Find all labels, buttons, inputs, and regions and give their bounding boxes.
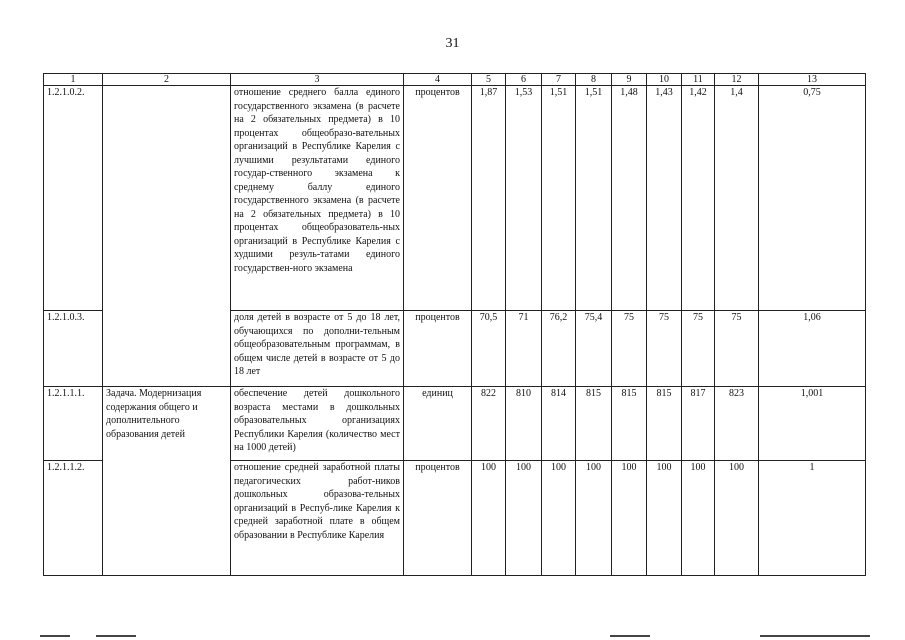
scan-mark bbox=[40, 635, 70, 637]
task-cell-empty bbox=[103, 86, 231, 387]
task-cell: Задача. Модернизация содержания общего и дополнительного образования детей bbox=[103, 387, 231, 576]
value-cell: 1,51 bbox=[542, 86, 576, 311]
header-cell: 12 bbox=[715, 74, 759, 86]
unit-cell: процентов bbox=[404, 461, 472, 576]
value-cell: 1,87 bbox=[472, 86, 506, 311]
value-cell: 71 bbox=[506, 311, 542, 387]
value-cell: 100 bbox=[647, 461, 682, 576]
value-cell: 75,4 bbox=[576, 311, 612, 387]
value-cell: 100 bbox=[542, 461, 576, 576]
header-cell: 11 bbox=[682, 74, 715, 86]
value-cell: 76,2 bbox=[542, 311, 576, 387]
header-row bbox=[44, 74, 866, 86]
header-cell: 6 bbox=[506, 74, 542, 86]
value-cell: 814 bbox=[542, 387, 576, 461]
header-cell: 1 bbox=[44, 74, 103, 86]
unit-cell: процентов bbox=[404, 311, 472, 387]
value-cell: 100 bbox=[472, 461, 506, 576]
value-cell: 815 bbox=[647, 387, 682, 461]
row-code: 1.2.1.0.3. bbox=[44, 311, 103, 387]
header-cell: 9 bbox=[612, 74, 647, 86]
scan-mark bbox=[96, 635, 136, 637]
header-cell: 3 bbox=[231, 74, 404, 86]
header-cell: 5 bbox=[472, 74, 506, 86]
header-cell: 10 bbox=[647, 74, 682, 86]
value-cell: 100 bbox=[576, 461, 612, 576]
value-cell: 1,53 bbox=[506, 86, 542, 311]
value-cell: 75 bbox=[647, 311, 682, 387]
value-cell: 815 bbox=[576, 387, 612, 461]
indicator-description: отношение среднего балла единого государственного экзамена (в расчете на 2 обязательных предмета) в 10 процентах общеобразо-вательных организаций в Республике Карелия с лучшими результатами единого государ-ственного экзамена к среднему баллу единого государственного экзамена (в расчете на 2 обязательных предмета) в 10 процентах общеобразователь-ных организаций в Республике Карелия с худшими резуль-татами единого государствен-ного экзамена bbox=[231, 86, 404, 311]
value-cell: 100 bbox=[715, 461, 759, 576]
row-code: 1.2.1.0.2. bbox=[44, 86, 103, 311]
indicator-description: отношение средней заработной платы педагогических работ-ников дошкольных образова-тельных организаций в Респуб-лике Карелия к средней заработной плате в общем образовании в Республике Карелия bbox=[231, 461, 404, 576]
value-cell: 100 bbox=[506, 461, 542, 576]
value-cell: 1,4 bbox=[715, 86, 759, 311]
value-cell: 823 bbox=[715, 387, 759, 461]
scan-edge-marks bbox=[0, 632, 905, 640]
row-code: 1.2.1.1.2. bbox=[44, 461, 103, 576]
value-cell: 75 bbox=[612, 311, 647, 387]
value-cell: 0,75 bbox=[759, 86, 866, 311]
value-cell: 1,42 bbox=[682, 86, 715, 311]
value-cell: 1,43 bbox=[647, 86, 682, 311]
value-cell: 75 bbox=[682, 311, 715, 387]
value-cell: 1,001 bbox=[759, 387, 866, 461]
unit-cell: единиц bbox=[404, 387, 472, 461]
value-cell: 1,51 bbox=[576, 86, 612, 311]
scan-mark bbox=[610, 635, 650, 637]
scan-mark bbox=[760, 635, 870, 637]
value-cell: 70,5 bbox=[472, 311, 506, 387]
header-cell: 13 bbox=[759, 74, 866, 86]
row-code: 1.2.1.1.1. bbox=[44, 387, 103, 461]
value-cell: 815 bbox=[612, 387, 647, 461]
value-cell: 822 bbox=[472, 387, 506, 461]
table-row bbox=[44, 387, 866, 461]
header-cell: 7 bbox=[542, 74, 576, 86]
indicator-description: доля детей в возрасте от 5 до 18 лет, обучающихся по дополни-тельным общеобразовательным программам, в общем числе детей в возрасте от 5 до 18 лет bbox=[231, 311, 404, 387]
value-cell: 100 bbox=[682, 461, 715, 576]
indicator-description: обеспечение детей дошкольного возраста местами в дошкольных образовательных организациях Республики Карелия (количество мест на 1000 детей) bbox=[231, 387, 404, 461]
value-cell: 810 bbox=[506, 387, 542, 461]
value-cell: 817 bbox=[682, 387, 715, 461]
table-row bbox=[44, 86, 866, 311]
header-cell: 8 bbox=[576, 74, 612, 86]
value-cell: 1,06 bbox=[759, 311, 866, 387]
header-cell: 2 bbox=[103, 74, 231, 86]
page-number: 31 bbox=[445, 36, 460, 51]
value-cell: 75 bbox=[715, 311, 759, 387]
value-cell: 100 bbox=[612, 461, 647, 576]
unit-cell: процентов bbox=[404, 86, 472, 311]
value-cell: 1 bbox=[759, 461, 866, 576]
value-cell: 1,48 bbox=[612, 86, 647, 311]
header-cell: 4 bbox=[404, 74, 472, 86]
indicators-table bbox=[43, 73, 866, 576]
